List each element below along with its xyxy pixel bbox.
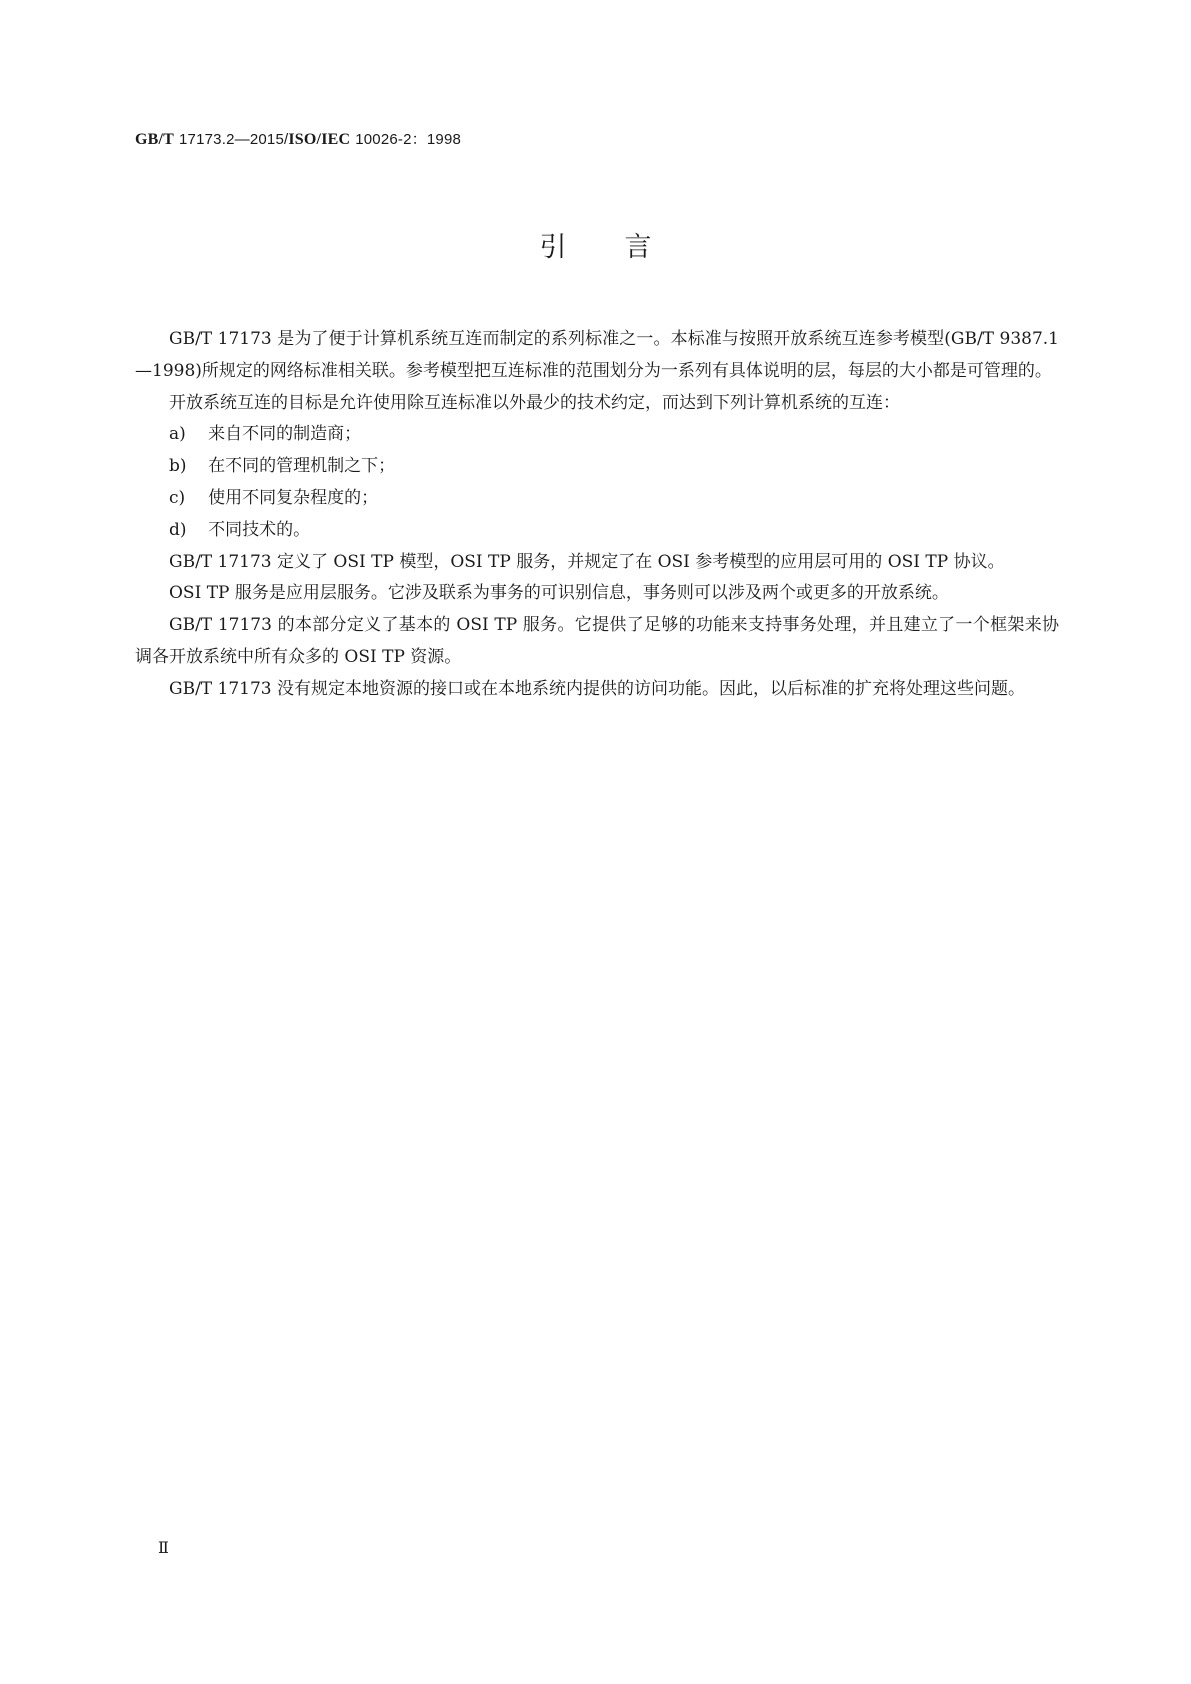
list-label: c) [169, 487, 186, 508]
list-text: 不同技术的。 [208, 519, 311, 540]
header-number: 17173.2—2015/ [179, 131, 289, 148]
list-text: 使用不同复杂程度的； [208, 487, 379, 508]
list-item-d [135, 515, 1059, 547]
list-text: 来自不同的制造商； [208, 424, 362, 445]
standard-number-header [135, 128, 461, 149]
list-label: d) [169, 519, 187, 540]
list-label: a) [169, 424, 186, 445]
document-body [135, 324, 1059, 706]
header-gbt: GB/T [135, 131, 175, 148]
paragraph-1: GB/T 17173 是为了便于计算机系统互连而制定的系列标准之一。本标准与按照开放系统互连参考模型(GB/T 9387.1—1998)所规定的网络标准相关联。参考模型把互连标准的范围划分为一系列有具体说明的层，每层的大小都是可管理的。 [135, 329, 1059, 381]
page-title: 引言 [539, 232, 710, 263]
list-item-b [135, 451, 1059, 483]
list-item-c [135, 483, 1059, 515]
paragraph-4: OSI TP 服务是应用层服务。它涉及联系为事务的可识别信息，事务则可以涉及两个或更多的开放系统。 [169, 583, 949, 604]
paragraph-2: 开放系统互连的目标是允许使用除互连标准以外最少的技术约定，而达到下列计算机系统的互连： [169, 392, 900, 413]
list-item-a [135, 419, 1059, 451]
header-iso-number: 10026-2：1998 [355, 131, 462, 148]
paragraph-5: GB/T 17173 的本部分定义了基本的 OSI TP 服务。它提供了足够的功能来支持事务处理，并且建立了一个框架来协调各开放系统中所有众多的 OSI TP 资源。 [135, 615, 1059, 667]
paragraph-6: GB/T 17173 没有规定本地资源的接口或在本地系统内提供的访问功能。因此，以后标准的扩充将处理这些问题。 [169, 678, 1026, 699]
page-number: Ⅱ [158, 1538, 169, 1557]
paragraph-3: GB/T 17173 定义了 OSI TP 模型，OSI TP 服务，并规定了在 OSI 参考模型的应用层可用的 OSI TP 协议。 [169, 551, 1005, 572]
list-label: b) [169, 456, 187, 477]
header-iso-iec: ISO/IEC [288, 131, 351, 148]
list-text: 在不同的管理机制之下； [208, 456, 396, 477]
